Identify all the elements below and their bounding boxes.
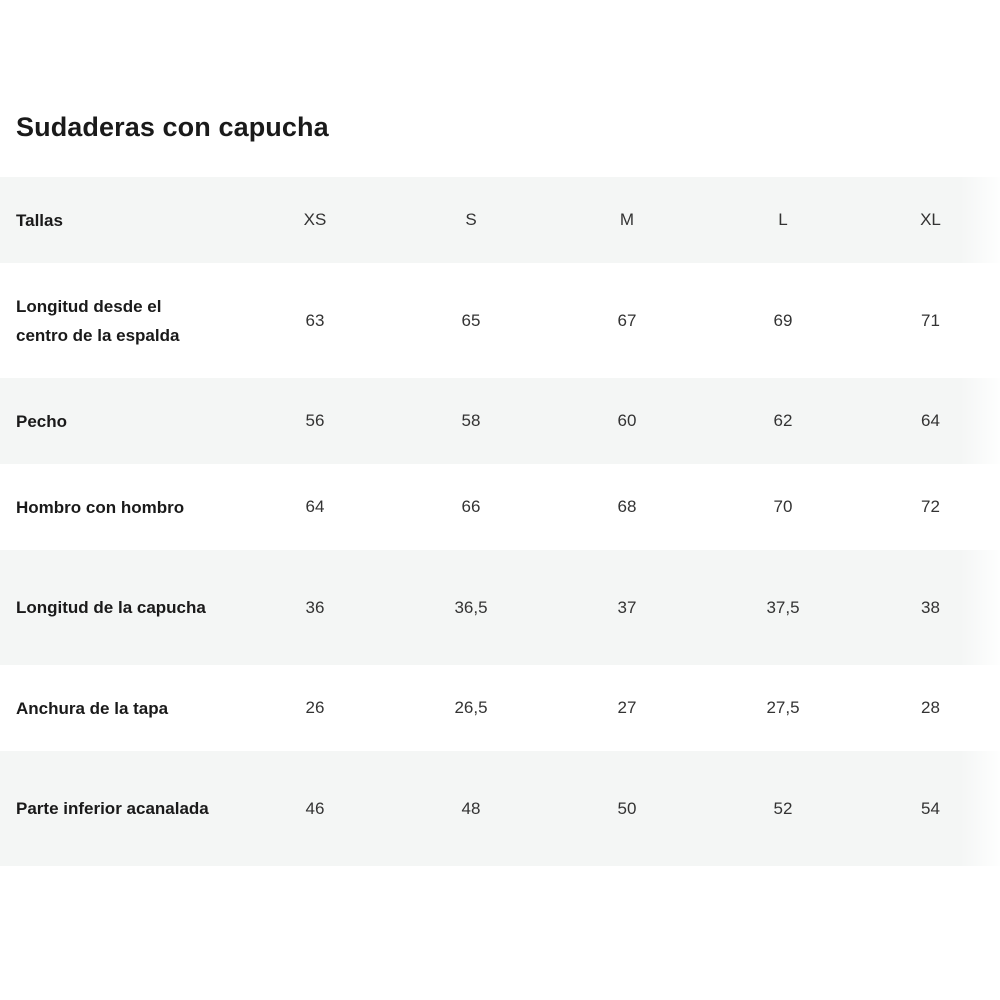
header-size-l: L — [778, 210, 788, 229]
row-label — [0, 263, 237, 378]
table-cell: 38 — [921, 597, 940, 617]
header-size-xs: XS — [303, 210, 327, 229]
row-label — [0, 378, 237, 464]
row-label — [0, 751, 237, 866]
table-cell: 66 — [461, 497, 481, 516]
table-cell: 36 — [305, 597, 325, 617]
row-label-text: Hombro con hombro — [16, 497, 185, 517]
table-cell: 37 — [617, 597, 637, 617]
table-cell: 28 — [921, 698, 940, 717]
table-row — [0, 550, 1000, 665]
table-row — [0, 378, 1000, 464]
table-row — [0, 665, 1000, 751]
header-label: Tallas — [16, 210, 63, 230]
table-row — [0, 263, 1000, 378]
table-cell: 46 — [305, 798, 325, 818]
table-cell: 58 — [461, 411, 481, 430]
table-cell: 69 — [773, 310, 793, 330]
table-cell: 64 — [921, 411, 940, 430]
table-cell: 50 — [617, 798, 637, 818]
header-size-s: S — [465, 210, 477, 229]
table-cell: 26 — [305, 698, 325, 717]
size-table — [0, 177, 1000, 866]
table-cell: 56 — [305, 411, 325, 430]
row-label-text: Parte inferior acanalada — [16, 799, 209, 818]
row-label-text: Longitud de la capucha — [16, 598, 206, 617]
table-cell: 70 — [773, 497, 793, 516]
row-label — [0, 464, 237, 550]
table-cell: 68 — [617, 497, 637, 516]
table-header-row — [0, 177, 1000, 263]
table-row — [0, 464, 1000, 550]
table-cell: 48 — [461, 798, 481, 818]
table-cell: 62 — [773, 411, 793, 430]
page-title: Sudaderas con capucha — [16, 112, 329, 142]
table-cell: 26,5 — [454, 698, 488, 717]
row-label-text: Anchura de la tapa — [16, 698, 169, 718]
table-cell: 67 — [617, 310, 637, 330]
table-cell: 64 — [305, 497, 325, 516]
row-label — [0, 665, 237, 751]
table-row — [0, 751, 1000, 866]
row-label-text: Pecho — [16, 411, 68, 431]
table-cell: 27 — [617, 698, 637, 717]
table-cell: 60 — [617, 411, 637, 430]
table-cell: 63 — [305, 310, 325, 330]
table-cell: 27,5 — [766, 698, 800, 717]
size-table-container — [0, 177, 1000, 866]
table-cell: 36,5 — [454, 597, 488, 617]
row-label-text: Longitud desde el centro de la espalda — [16, 296, 180, 345]
table-cell: 37,5 — [766, 597, 800, 617]
table-cell: 65 — [461, 310, 481, 330]
table-cell: 71 — [921, 310, 940, 330]
header-size-m: M — [619, 210, 635, 229]
header-size-xl: XL — [920, 210, 941, 229]
table-cell: 72 — [921, 497, 940, 516]
table-cell: 54 — [921, 798, 940, 818]
row-label — [0, 550, 237, 665]
table-cell: 52 — [773, 798, 793, 818]
